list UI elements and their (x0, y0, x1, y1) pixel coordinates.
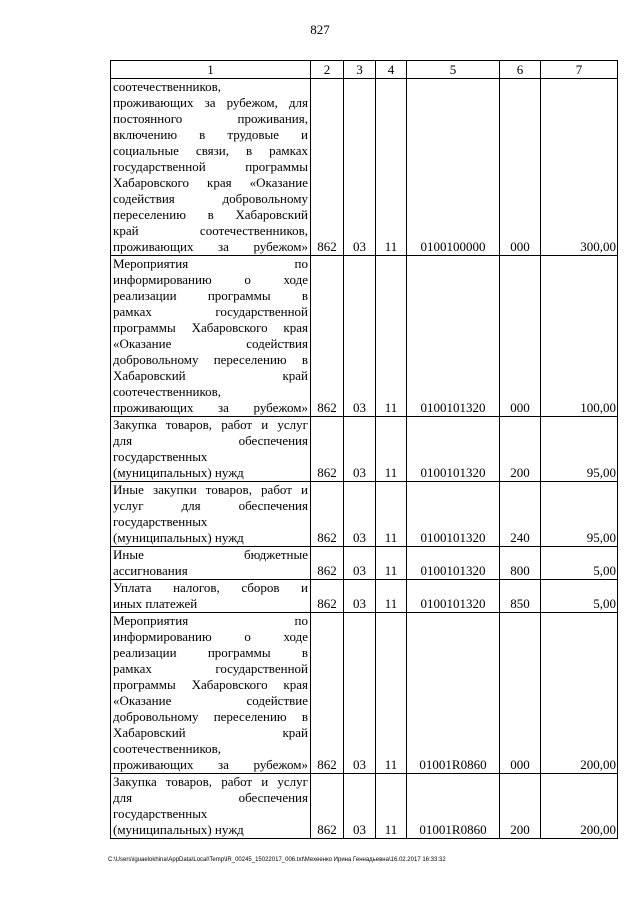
item-name-line: программы Хабаровского края (113, 320, 308, 335)
expense-type-cell: 240 (500, 482, 541, 547)
header-cell: 5 (407, 61, 500, 79)
item-name-line: (муниципальных) нужд (113, 465, 244, 480)
item-name-line: ассигнования (113, 563, 188, 578)
item-name-line: край соотечественников, (113, 223, 308, 238)
page-number: 827 (310, 22, 330, 37)
header-cell: 1 (111, 61, 311, 79)
subsection-code-cell: 11 (376, 547, 407, 580)
item-name-line: государственных (113, 806, 208, 821)
item-name-line: проживающих за рубежом» (113, 757, 308, 772)
item-name-line: реализации программы в (113, 645, 308, 660)
budget-table (110, 60, 618, 839)
subsection-code-cell: 11 (376, 613, 407, 774)
target-article-cell: 0100101320 (407, 417, 500, 482)
item-name-cell (111, 580, 311, 613)
item-name-line: Хабаровский край (113, 368, 308, 383)
amount-cell: 100,00 (541, 256, 618, 417)
expense-type-cell: 850 (500, 580, 541, 613)
admin-code-cell: 862 (311, 482, 344, 547)
item-name-line: добровольному переселению в (113, 352, 308, 367)
admin-code-cell: 862 (311, 774, 344, 839)
expense-type-cell: 000 (500, 79, 541, 256)
item-name-cell (111, 79, 311, 256)
header-cell: 7 (541, 61, 618, 79)
item-name-cell (111, 613, 311, 774)
item-name-line: иных платежей (113, 596, 198, 611)
target-article-cell: 01001R0860 (407, 613, 500, 774)
header-cell: 3 (344, 61, 376, 79)
admin-code-cell: 862 (311, 256, 344, 417)
admin-code-cell: 862 (311, 79, 344, 256)
amount-cell: 95,00 (541, 482, 618, 547)
item-name-line: соотечественников, (113, 384, 222, 399)
target-article-cell: 01001R0860 (407, 774, 500, 839)
item-name-line: постоянного проживания, (113, 111, 308, 126)
item-name-line: государственных (113, 449, 208, 464)
table-row (111, 256, 618, 417)
item-name-cell (111, 547, 311, 580)
table-row (111, 417, 618, 482)
header-cell: 6 (500, 61, 541, 79)
item-name-line: информированию о ходе (113, 629, 308, 644)
target-article-cell: 0100101320 (407, 547, 500, 580)
header-cell: 2 (311, 61, 344, 79)
table-row (111, 613, 618, 774)
item-name-line: переселению в Хабаровский (113, 207, 308, 222)
item-name-line: государственной программы (113, 159, 308, 174)
section-code-cell: 03 (344, 79, 376, 256)
item-name-line: для обеспечения (113, 790, 308, 805)
admin-code-cell: 862 (311, 547, 344, 580)
item-name-line: содействия добровольному (113, 191, 308, 206)
target-article-cell: 0100100000 (407, 79, 500, 256)
item-name-line: услуг для обеспечения (113, 498, 308, 513)
expense-type-cell: 200 (500, 417, 541, 482)
table-row (111, 79, 618, 256)
section-code-cell: 03 (344, 613, 376, 774)
item-name-line: включению в трудовые и (113, 127, 308, 142)
target-article-cell: 0100101320 (407, 482, 500, 547)
table-row (111, 580, 618, 613)
item-name-line: Иные закупки товаров, работ и (113, 482, 308, 497)
item-name-line: соотечественников, (113, 79, 222, 94)
item-name-line: государственных (113, 514, 208, 529)
amount-cell: 5,00 (541, 547, 618, 580)
subsection-code-cell: 11 (376, 417, 407, 482)
item-name-cell (111, 256, 311, 417)
item-name-line: реализации программы в (113, 288, 308, 303)
expense-type-cell: 800 (500, 547, 541, 580)
subsection-code-cell: 11 (376, 256, 407, 417)
amount-cell: 200,00 (541, 613, 618, 774)
section-code-cell: 03 (344, 256, 376, 417)
item-name-line: «Оказание содействие (113, 693, 308, 708)
item-name-line: рамках государственной (113, 661, 308, 676)
header-cell: 4 (376, 61, 407, 79)
item-name-line: проживающих за рубежом» (113, 239, 308, 254)
section-code-cell: 03 (344, 580, 376, 613)
subsection-code-cell: 11 (376, 774, 407, 839)
item-name-line: Хабаровского края «Оказание (113, 175, 308, 190)
admin-code-cell: 862 (311, 417, 344, 482)
item-name-line: «Оказание содействия (113, 336, 308, 351)
item-name-line: (муниципальных) нужд (113, 530, 244, 545)
admin-code-cell: 862 (311, 580, 344, 613)
table-row (111, 482, 618, 547)
section-code-cell: 03 (344, 417, 376, 482)
item-name-line: добровольному переселению в (113, 709, 308, 724)
section-code-cell: 03 (344, 482, 376, 547)
target-article-cell: 0100101320 (407, 580, 500, 613)
item-name-line: Хабаровский край (113, 725, 308, 740)
item-name-line: соотечественников, (113, 741, 222, 756)
expense-type-cell: 200 (500, 774, 541, 839)
table-row (111, 547, 618, 580)
item-name-line: проживающих за рубежом» (113, 400, 308, 415)
target-article-cell: 0100101320 (407, 256, 500, 417)
amount-cell: 5,00 (541, 580, 618, 613)
item-name-line: Иные бюджетные (113, 547, 308, 562)
subsection-code-cell: 11 (376, 79, 407, 256)
expense-type-cell: 000 (500, 613, 541, 774)
item-name-line: программы Хабаровского края (113, 677, 308, 692)
item-name-cell (111, 482, 311, 547)
amount-cell: 200,00 (541, 774, 618, 839)
item-name-line: информированию о ходе (113, 272, 308, 287)
admin-code-cell: 862 (311, 613, 344, 774)
table-row (111, 774, 618, 839)
item-name-line: Закупка товаров, работ и услуг (113, 774, 308, 789)
expense-type-cell: 000 (500, 256, 541, 417)
section-code-cell: 03 (344, 774, 376, 839)
file-path-footer: C:\Users\iguaelokhina\AppData\Local\Temp\IR_00245_15022017_006.txt\Мехеенко Ирина Геннадьевна\16.02.2017 16:33:32 (108, 857, 446, 863)
header-row (111, 61, 618, 79)
item-name-line: для обеспечения (113, 433, 308, 448)
section-code-cell: 03 (344, 547, 376, 580)
item-name-cell (111, 417, 311, 482)
item-name-line: Уплата налогов, сборов и (113, 580, 308, 595)
item-name-line: рамках государственной (113, 304, 308, 319)
amount-cell: 95,00 (541, 417, 618, 482)
item-name-line: Мероприятия по (113, 256, 308, 271)
amount-cell: 300,00 (541, 79, 618, 256)
subsection-code-cell: 11 (376, 580, 407, 613)
item-name-line: социальные связи, в рамках (113, 143, 308, 158)
item-name-line: проживающих за рубежом, для (113, 95, 308, 110)
item-name-line: (муниципальных) нужд (113, 822, 244, 837)
item-name-cell (111, 774, 311, 839)
subsection-code-cell: 11 (376, 482, 407, 547)
item-name-line: Закупка товаров, работ и услуг (113, 417, 308, 432)
item-name-line: Мероприятия по (113, 613, 308, 628)
